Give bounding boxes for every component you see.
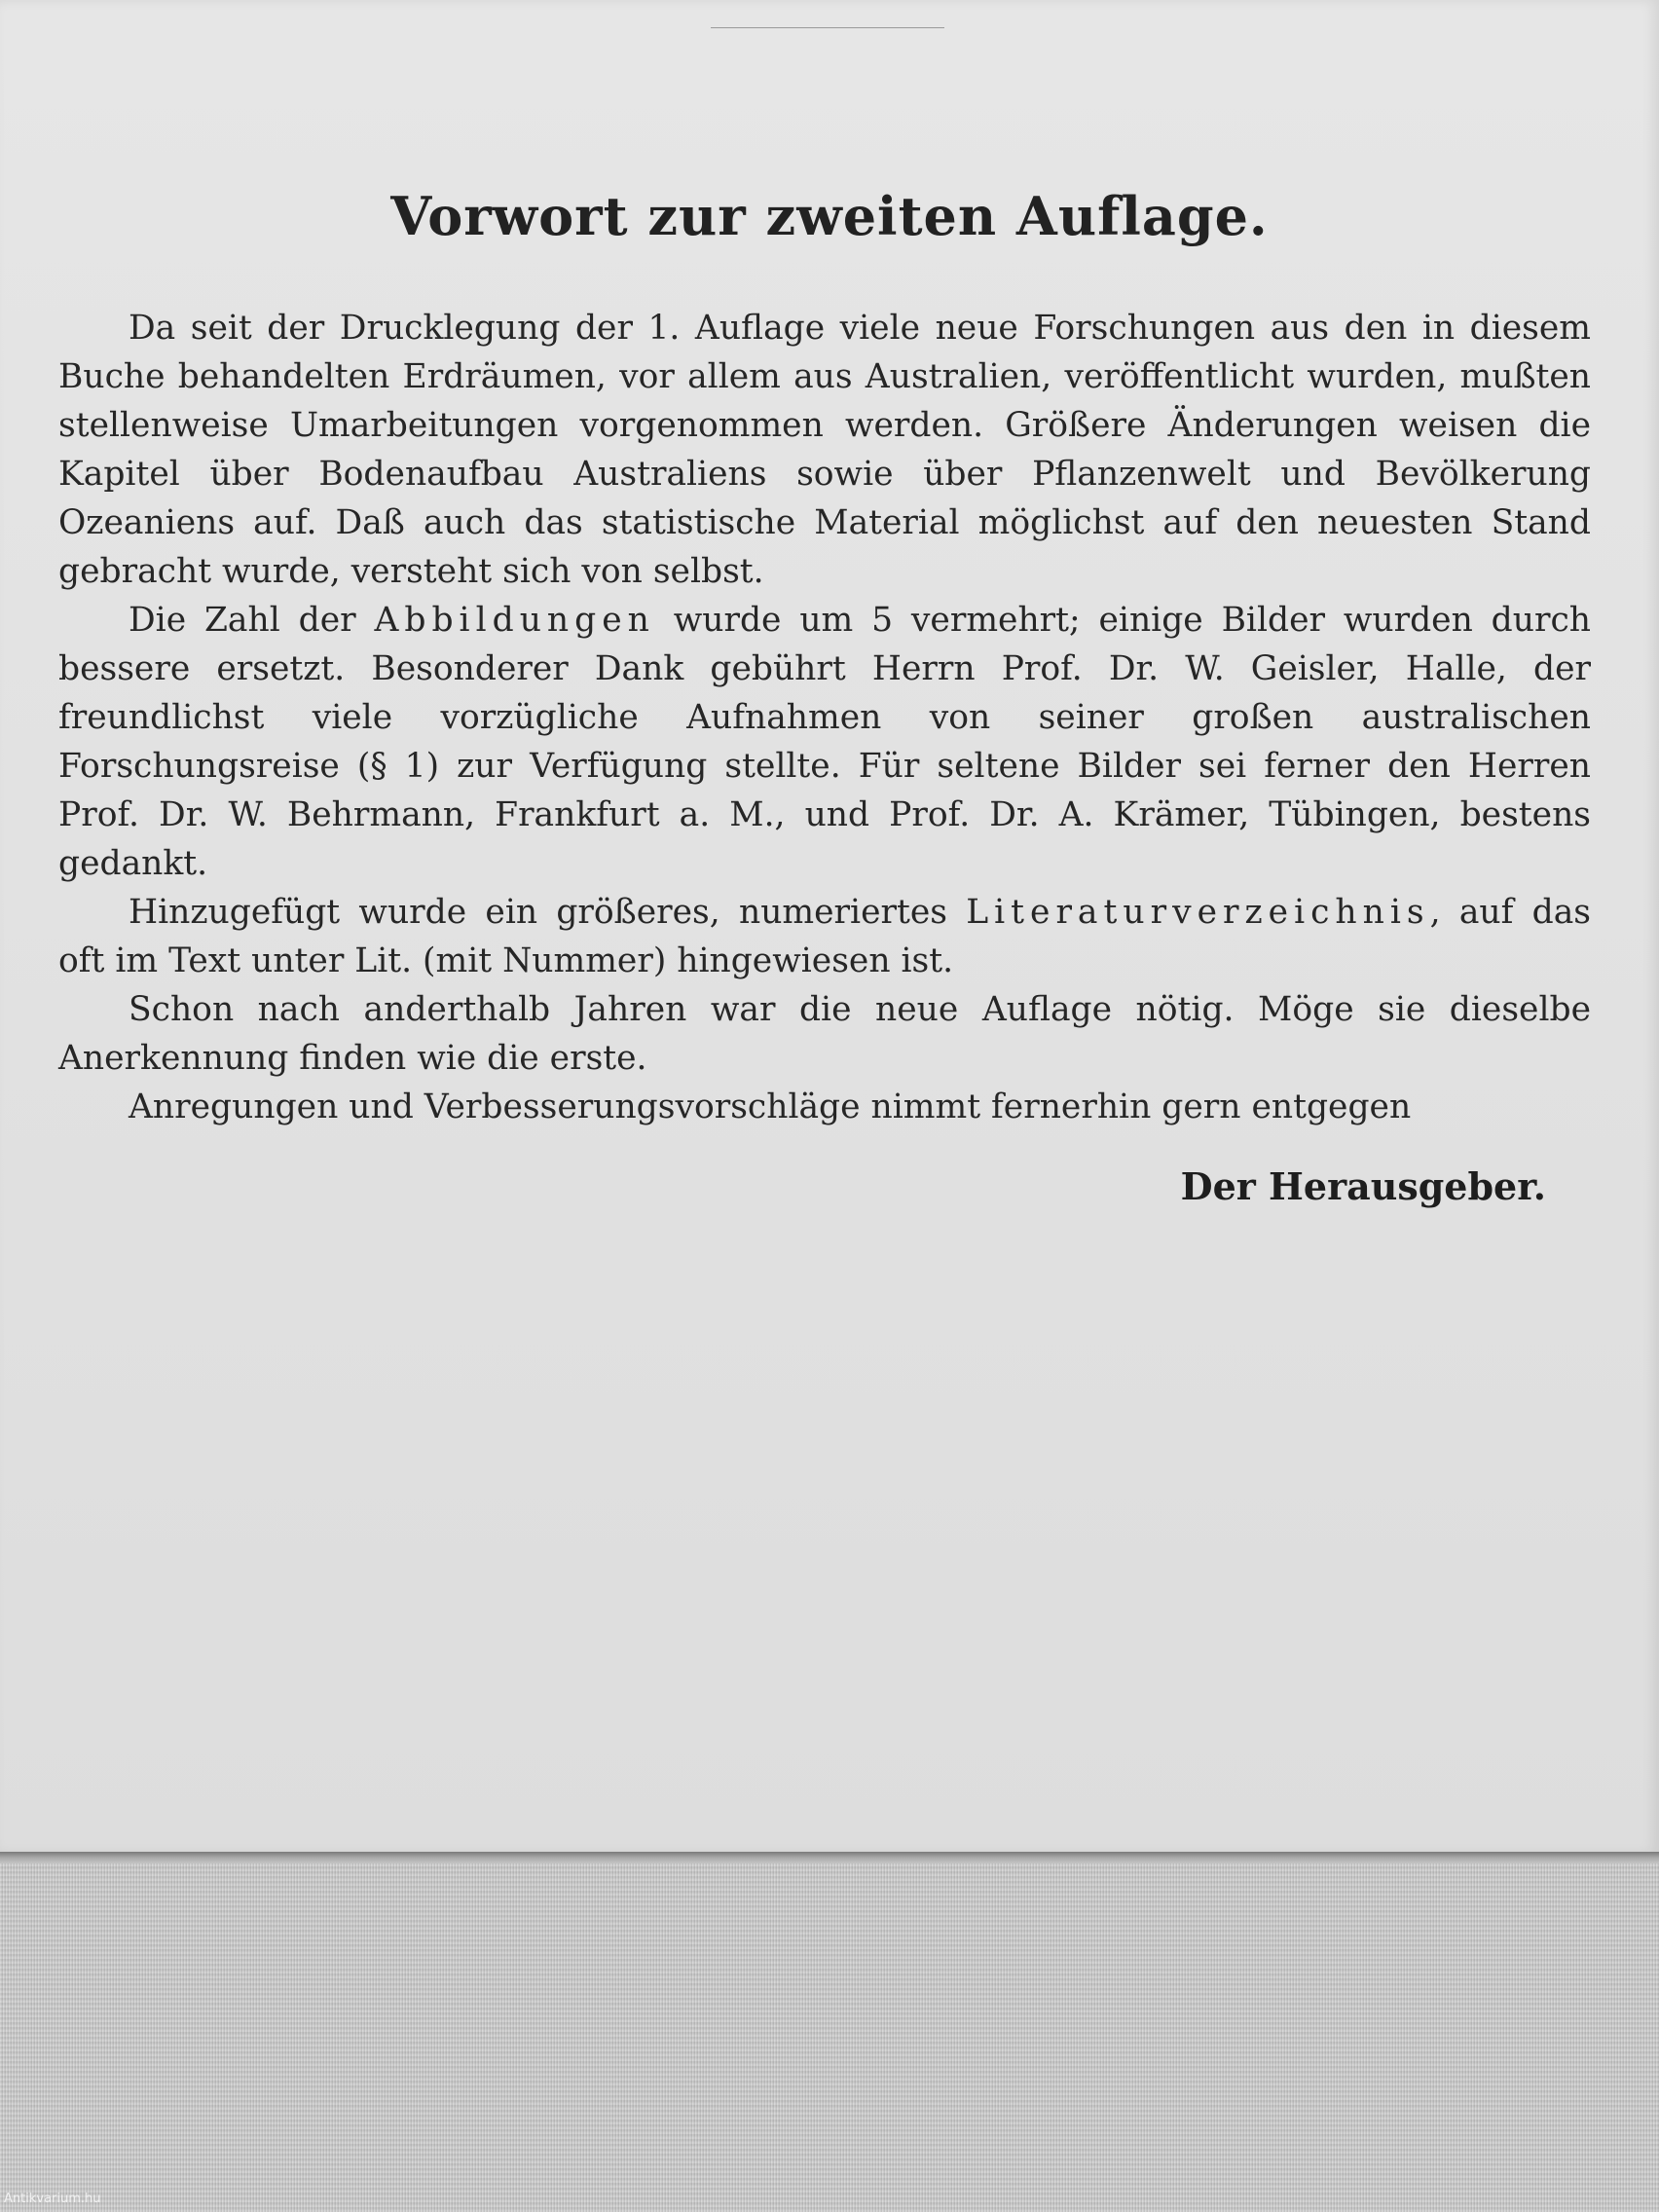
paragraph-bibliography-lead: Hinzugefügt wurde ein größeres, numeriertes — [129, 893, 967, 932]
paragraph-new-edition: Schon nach anderthalb Jahren war die neue Auflage nötig. Möge sie dieselbe Anerkennung finden wie die erste. — [58, 990, 1591, 1078]
paragraph-suggestions: Anregungen und Verbesserungsvorschläge nimmt fernerhin gern entgegen — [129, 1088, 1412, 1126]
page-edge — [0, 1852, 1659, 1863]
paragraph-bibliography-rest: , auf das oft im Text unter Lit. (mit Nummer) hingewiesen ist. — [58, 893, 1591, 980]
page-title: Vorwort zur zweiten Auflage. — [390, 185, 1269, 247]
preface-body — [58, 304, 1591, 1131]
paragraph-bibliography — [58, 888, 1591, 985]
signature: Der Herausgeber. — [1180, 1164, 1546, 1208]
paragraph-illustrations — [58, 596, 1591, 888]
watermark-text: Antikvarium.hu — [4, 2192, 101, 2206]
paragraph-revisions: Da seit der Drucklegung der 1. Auflage viele neue Forschungen aus den in diesem Buche behandelten Erdräumen, vor allem aus Australien, veröffentlicht wurden, mußten stellenweise Umarbeitungen vorgenommen werden. Größere Änderungen weisen die Kapitel über Bodenaufbau Australiens sowie über Pflanzenwelt und Bevölkerung Ozeaniens auf. Daß auch das statistische Material möglichst auf den neuesten Stand gebracht wurde, versteht sich von selbst. — [58, 309, 1591, 591]
emphasis-literaturverzeichnis: Literaturverzeichnis — [966, 893, 1430, 932]
emphasis-abbildungen: Abbildungen — [374, 601, 655, 640]
paragraph-illustrations-rest: wurde um 5 vermehrt; einige Bilder wurden durch bessere ersetzt. Besonderer Dank gebührt Herrn Prof. Dr. W. Geisler, Halle, der freundlichst viele vorzügliche Aufnahmen von seiner großen australischen Forschungsreise (§ 1) zur Verfügung stellte. Für seltene Bilder sei ferner den Herren Prof. Dr. W. Behrmann, Frankfurt a. M., und Prof. Dr. A. Krämer, Tübingen, bestens gedankt. — [58, 601, 1591, 883]
paragraph-illustrations-lead: Die Zahl der — [129, 601, 375, 640]
binding-cloth — [0, 1863, 1659, 2212]
header-rule — [711, 27, 944, 28]
